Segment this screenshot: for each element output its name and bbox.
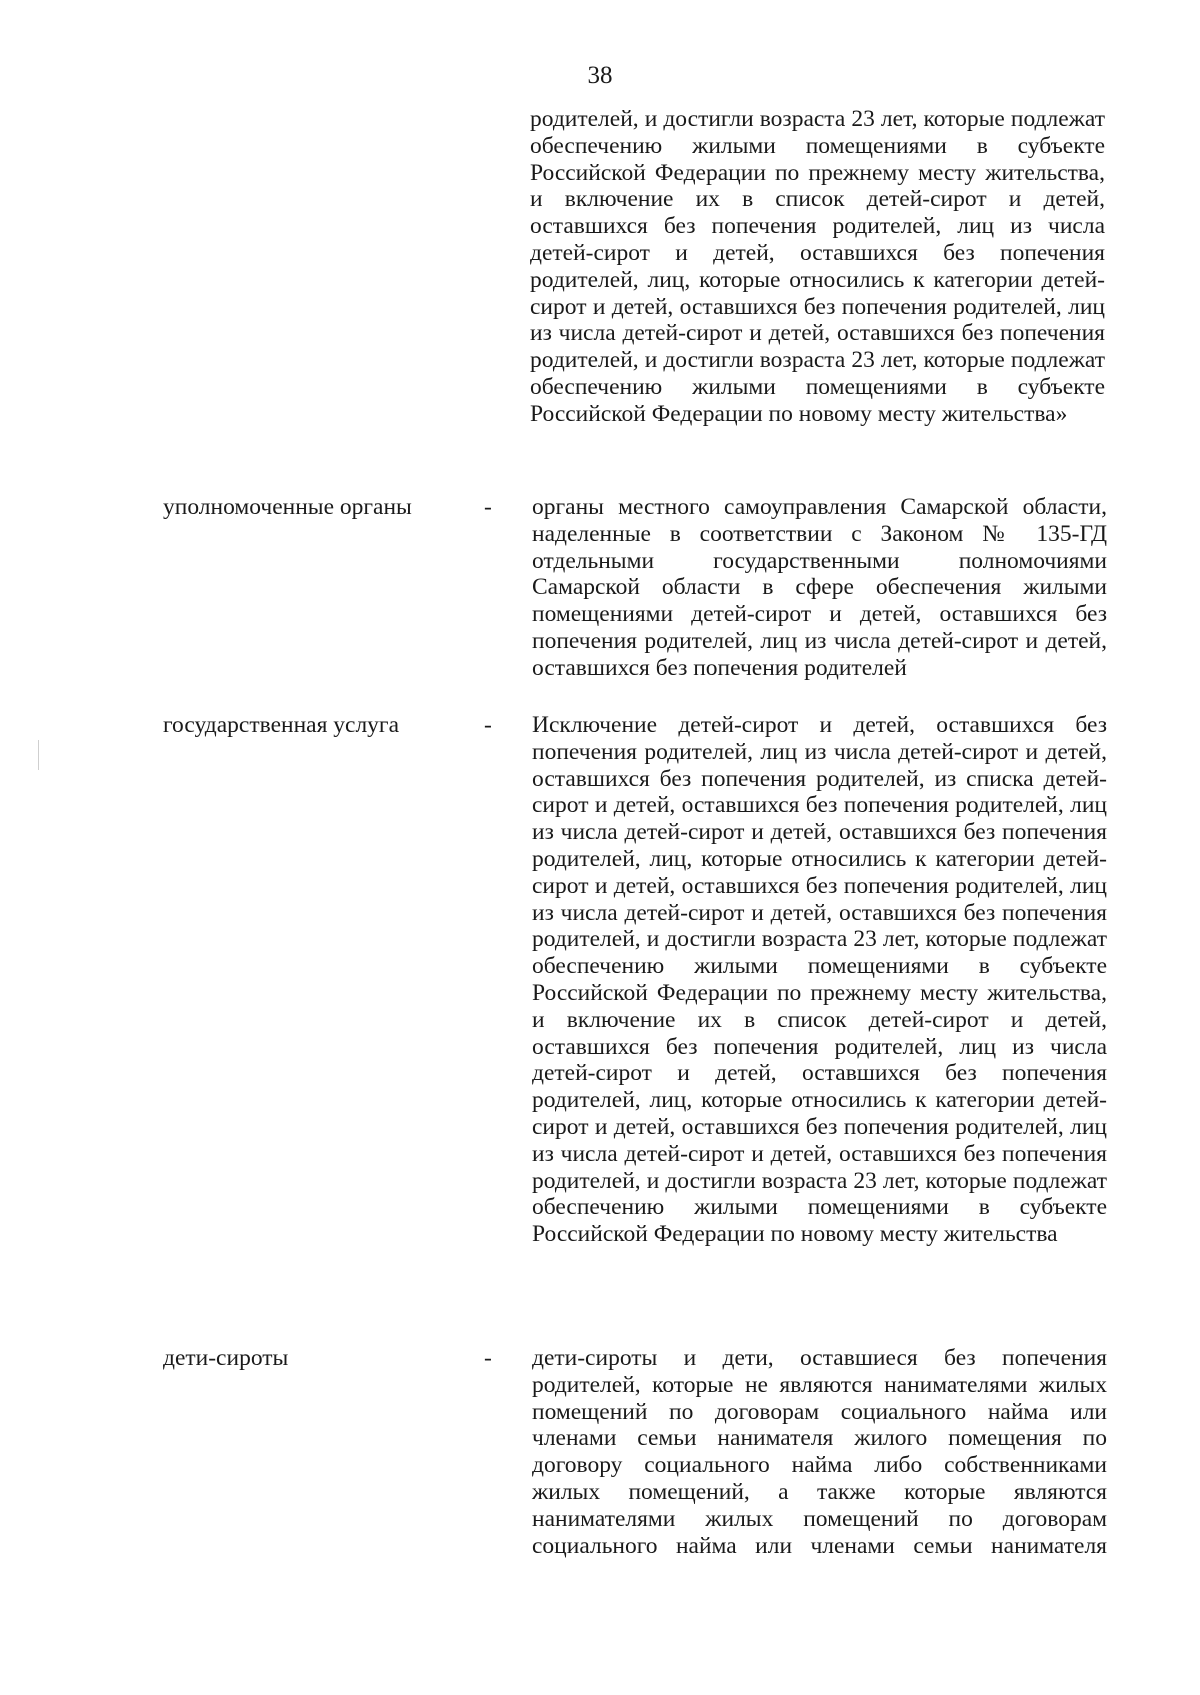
definition-term: дети-сироты (163, 1345, 289, 1371)
scan-artifact-mark (38, 740, 39, 770)
definition-term: уполномоченные органы (163, 494, 412, 520)
definition-term: государственная услуга (163, 712, 399, 738)
definition-text: органы местного самоуправления Самарской области, наделенные в соответствии с Законом № 135-ГД отдельными государственными полномочиями Самарской области в сфере обеспечения жилыми помещениями детей-сирот и детей, оставшихся без попечения родителей, лиц из числа детей-сирот и детей, оставшихся без попечения родителей (532, 494, 1107, 681)
continuation-paragraph: родителей, и достигли возраста 23 лет, которые подлежат обеспечению жилыми помещениями в субъекте Российской Федерации по прежнему месту жительства, и включение их в список детей-сирот и детей, оставшихся без попечения родителей, лиц из числа детей-сирот и детей, оставшихся без попечения родителей, лиц, которые относились к категории детей-сирот и детей, оставшихся без попечения родителей, лиц из числа детей-сирот и детей, оставшихся без попечения родителей, и достигли возраста 23 лет, которые подлежат обеспечению жилыми помещениями в субъекте Российской Федерации по новому месту жительства» (530, 106, 1105, 427)
definition-text: Исключение детей-сирот и детей, оставшихся без попечения родителей, лиц из числа детей-сирот и детей, оставшихся без попечения родителей, из списка детей-сирот и детей, оставшихся без попечения родителей, лиц из числа детей-сирот и детей, оставшихся без попечения родителей, лиц, которые относились к категории детей-сирот и детей, оставшихся без попечения родителей, лиц из числа детей-сирот и детей, оставшихся без попечения родителей, и достигли возраста 23 лет, которые подлежат обеспечению жилыми помещениями в субъекте Российской Федерации по прежнему месту жительства, и включение их в список детей-сирот и детей, оставшихся без попечения родителей, лиц из числа детей-сирот и детей, оставшихся без попечения родителей, лиц, которые относились к категории детей-сирот и детей, оставшихся без попечения родителей, лиц из числа детей-сирот и детей, оставшихся без попечения родителей, и достигли возраста 23 лет, которые подлежат обеспечению жилыми помещениями в субъекте Российской Федерации по новому месту жительства (532, 712, 1107, 1248)
definition-dash: - (484, 1345, 492, 1371)
page-number: 38 (587, 62, 613, 89)
definition-dash: - (484, 712, 492, 738)
definition-text: дети-сироты и дети, оставшиеся без попечения родителей, которые не являются нанимателями жилых помещений по договорам социального найма или членами семьи нанимателя жилого помещения по договору социального найма либо собственниками жилых помещений, а также которые являются нанимателями жилых помещений по договорам социального найма или членами семьи нанимателя (532, 1345, 1107, 1559)
definition-dash: - (484, 494, 492, 520)
